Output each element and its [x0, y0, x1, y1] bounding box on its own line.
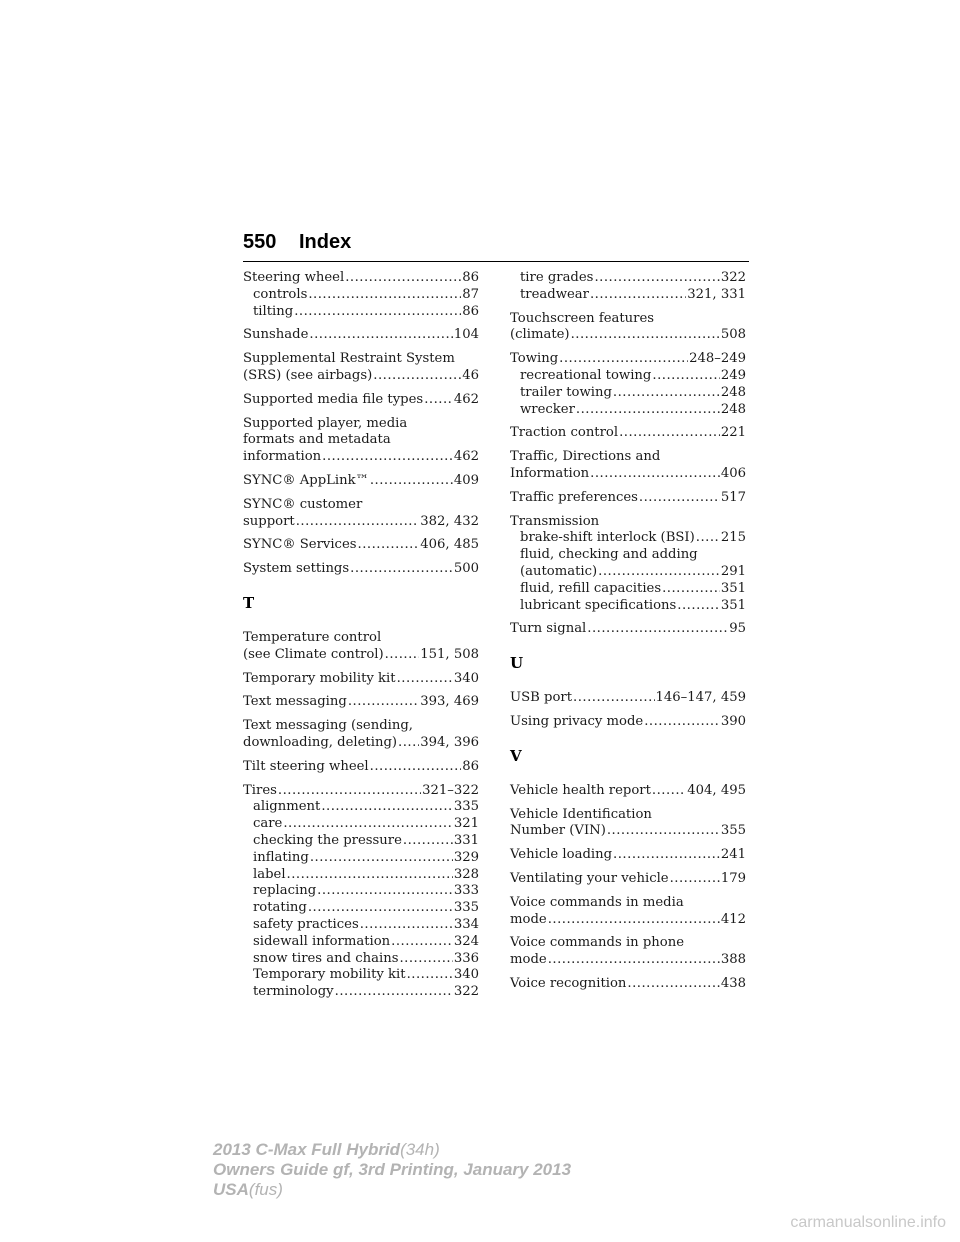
index-term: System settings — [243, 561, 350, 577]
index-entry — [243, 351, 479, 385]
page-reference: 324 — [453, 933, 479, 949]
index-term: (climate) — [510, 327, 570, 343]
index-entry-line — [510, 490, 746, 507]
index-term: Steering wheel — [243, 270, 345, 285]
index-subentry-line — [243, 304, 479, 321]
index-subentry-line — [243, 900, 479, 917]
index-entry — [510, 895, 746, 929]
index-entry-line — [243, 351, 479, 368]
index-entry — [243, 270, 479, 320]
page-reference: 406 — [720, 465, 746, 481]
index-term: Traffic preferences — [510, 489, 638, 505]
index-term: Touchscreen features — [510, 310, 655, 326]
index-entry-line — [510, 912, 746, 929]
watermark: carmanualsonline.info — [790, 1214, 946, 1231]
index-subentry-line — [243, 934, 479, 951]
page-reference: 394, 396 — [420, 734, 479, 750]
index-entry — [243, 537, 479, 554]
dot-leader — [662, 581, 720, 598]
dot-leader — [677, 598, 720, 615]
index-term: USB port — [510, 690, 573, 706]
index-subentry-line — [243, 833, 479, 850]
page-reference: 221 — [720, 425, 746, 441]
index-subentry-line — [243, 287, 479, 304]
page-reference: 335 — [453, 799, 479, 815]
index-entry — [243, 327, 479, 344]
dot-leader — [639, 490, 720, 507]
dot-leader — [373, 368, 461, 385]
page-reference: 321, 331 — [687, 286, 746, 302]
index-term: (see Climate control) — [243, 646, 384, 662]
index-subentry-line — [510, 530, 746, 547]
index-entry — [243, 718, 479, 752]
index-term: sidewall information — [253, 933, 391, 949]
index-term: wrecker — [520, 401, 575, 417]
page-reference: 151, 508 — [420, 646, 479, 662]
page-reference: 462 — [453, 391, 479, 407]
page-header — [243, 231, 749, 262]
index-entry — [510, 270, 746, 304]
page-reference: 393, 469 — [420, 694, 479, 710]
dot-leader — [358, 537, 420, 554]
index-term: downloading, deleting) — [243, 734, 398, 750]
index-term: tire grades — [520, 270, 594, 285]
index-entry — [510, 976, 746, 993]
page-reference: 248–249 — [689, 351, 746, 367]
page-reference: 86 — [462, 303, 479, 319]
index-entry-line — [510, 935, 746, 952]
page-reference: 331 — [453, 832, 479, 848]
page-reference: 249 — [720, 367, 746, 383]
index-term: recreational towing — [520, 367, 652, 383]
dot-leader — [598, 564, 720, 581]
index-entry — [243, 392, 479, 409]
dot-leader — [310, 850, 453, 867]
page-reference: 340 — [453, 967, 479, 983]
index-term: Supplemental Restraint System — [243, 351, 455, 367]
index-term: safety practices — [253, 916, 359, 932]
index-subentry-line — [510, 385, 746, 402]
dot-leader — [548, 952, 720, 969]
dot-leader — [627, 976, 719, 993]
index-term: Traction control — [510, 425, 619, 441]
dot-leader — [335, 984, 453, 1001]
index-term: Ventilating your vehicle — [510, 870, 669, 886]
index-subentry-line — [510, 287, 746, 304]
index-term: inflating — [253, 849, 309, 865]
index-entry — [510, 514, 746, 615]
index-term: Sunshade — [243, 327, 309, 343]
dot-leader — [587, 621, 728, 638]
index-entry — [243, 783, 479, 1001]
index-subentry-line — [510, 368, 746, 385]
page-reference: 336 — [453, 950, 479, 966]
dot-leader — [294, 304, 461, 321]
index-subentry-line — [243, 850, 479, 867]
index-entry-line — [510, 807, 746, 824]
index-entry-line — [243, 671, 479, 688]
index-entry-line — [510, 514, 746, 531]
index-entry — [510, 621, 746, 638]
index-term: rotating — [253, 900, 307, 916]
page-reference: 335 — [453, 900, 479, 916]
index-entry-line — [243, 270, 479, 287]
page-reference: 340 — [453, 670, 479, 686]
index-term: Text messaging (sending, — [243, 718, 413, 734]
page-reference: 382, 432 — [420, 513, 479, 529]
dot-leader — [670, 871, 720, 888]
page-reference: 409 — [453, 472, 479, 488]
index-term: Temperature control — [243, 629, 382, 645]
page-reference: 291 — [720, 563, 746, 579]
page-reference: 508 — [720, 327, 746, 343]
index-term: (SRS) (see airbags) — [243, 367, 373, 383]
dot-leader — [652, 368, 719, 385]
index-term: Information — [510, 465, 590, 481]
page-reference: 87 — [462, 286, 479, 302]
index-entry-line — [510, 327, 746, 344]
page-number: 550 — [243, 231, 277, 253]
page-reference: 86 — [462, 270, 479, 285]
index-entry — [243, 561, 479, 578]
page-reference: 517 — [720, 489, 746, 505]
index-subentry-line — [243, 984, 479, 1001]
dot-leader — [278, 783, 421, 800]
index-subentry-line — [510, 270, 746, 287]
index-term: Voice commands in media — [510, 894, 684, 910]
dot-leader — [590, 287, 686, 304]
dot-leader — [322, 449, 453, 466]
page-reference: 333 — [453, 883, 479, 899]
dot-leader — [403, 833, 453, 850]
index-entry-line — [510, 976, 746, 993]
index-entry — [510, 351, 746, 418]
document-footer — [213, 1140, 571, 1200]
section-title: Index — [299, 231, 352, 253]
dot-leader — [317, 883, 453, 900]
dot-leader — [308, 900, 453, 917]
index-entry-line — [510, 351, 746, 368]
index-entry-line — [243, 783, 479, 800]
index-entry-line — [510, 466, 746, 483]
index-term: terminology — [253, 984, 334, 1000]
index-entry-line — [510, 621, 746, 638]
dot-leader — [345, 270, 461, 287]
page-reference: 179 — [720, 870, 746, 886]
page-reference: 322 — [453, 984, 479, 1000]
index-term: Vehicle health report — [510, 782, 651, 798]
index-entry-line — [510, 714, 746, 731]
dot-leader — [576, 402, 720, 419]
dot-leader — [407, 967, 453, 984]
index-entry-line — [243, 392, 479, 409]
page-reference: 412 — [720, 911, 746, 927]
index-term: controls — [253, 286, 308, 302]
dot-leader — [370, 473, 453, 490]
index-term: Text messaging — [243, 694, 347, 710]
index-entry-line — [243, 368, 479, 385]
index-term: Vehicle Identification — [510, 806, 652, 822]
index-term: replacing — [253, 883, 317, 899]
page-reference: 215 — [720, 530, 746, 546]
index-entry — [243, 694, 479, 711]
index-term: Transmission — [510, 513, 600, 529]
index-entry — [243, 416, 479, 466]
index-term: Tires — [243, 782, 277, 798]
dot-leader — [559, 351, 688, 368]
index-term: SYNC® AppLink™ — [243, 472, 369, 488]
page-reference: 322 — [720, 270, 746, 285]
dot-leader — [652, 783, 686, 800]
dot-leader — [398, 735, 419, 752]
index-letter-heading: U — [510, 654, 524, 673]
index-subentry-line — [510, 564, 746, 581]
index-term: Supported player, media — [243, 415, 408, 431]
page-reference: 104 — [453, 327, 479, 343]
footer-line-2: Owners Guide gf, 3rd Printing, January 2013 — [213, 1160, 572, 1179]
index-entry — [510, 690, 746, 707]
index-term: trailer towing — [520, 384, 612, 400]
index-entry-line — [243, 735, 479, 752]
index-column-right — [510, 270, 746, 1000]
index-term: Temporary mobility kit — [243, 670, 396, 686]
dot-leader — [613, 385, 720, 402]
page-reference: 321 — [453, 816, 479, 832]
dot-leader — [385, 647, 420, 664]
page-reference: 95 — [729, 621, 746, 637]
index-term: SYNC® customer — [243, 496, 363, 512]
index-entry — [510, 425, 746, 442]
page-reference: 462 — [453, 449, 479, 465]
index-subentry-line — [243, 816, 479, 833]
page-reference: 406, 485 — [420, 537, 479, 553]
dot-leader — [696, 530, 720, 547]
index-term: SYNC® Services — [243, 537, 357, 553]
index-subentry-line — [510, 598, 746, 615]
index-entry-line — [510, 871, 746, 888]
index-entry-line — [243, 473, 479, 490]
index-entry-line — [510, 783, 746, 800]
index-term: fluid, refill capacities — [520, 580, 662, 596]
index-term: Vehicle loading — [510, 847, 613, 863]
page-reference: 248 — [720, 384, 746, 400]
index-term: alignment — [253, 799, 321, 815]
index-entry — [510, 935, 746, 969]
index-term: mode — [510, 911, 547, 927]
page-reference: 388 — [720, 952, 746, 968]
index-term: care — [253, 816, 283, 832]
index-term: tilting — [253, 303, 294, 319]
dot-leader — [424, 392, 453, 409]
index-entry-line — [510, 823, 746, 840]
index-entry-line — [510, 449, 746, 466]
index-term: Temporary mobility kit — [253, 967, 406, 983]
index-subentry-line — [510, 402, 746, 419]
dot-leader — [607, 823, 720, 840]
index-entry-line — [510, 895, 746, 912]
index-term: Number (VIN) — [510, 823, 606, 839]
dot-leader — [391, 934, 453, 951]
index-subentry-line — [243, 883, 479, 900]
page-reference: 321–322 — [422, 782, 479, 798]
index-entry — [243, 630, 479, 664]
footer-line-3: USA(fus) — [213, 1180, 283, 1199]
index-subentry-line — [510, 581, 746, 598]
page-reference: 86 — [462, 758, 479, 774]
dot-leader — [571, 327, 720, 344]
dot-leader — [309, 327, 452, 344]
index-entry — [243, 497, 479, 531]
dot-leader — [360, 917, 453, 934]
index-entry — [510, 783, 746, 800]
index-entry-line — [243, 630, 479, 647]
page-reference: 351 — [720, 597, 746, 613]
index-entry — [510, 490, 746, 507]
index-letter-heading: T — [243, 593, 255, 612]
index-term: label — [253, 866, 286, 882]
page-reference: 438 — [720, 975, 746, 991]
index-term: Traffic, Directions and — [510, 449, 661, 465]
index-entry-line — [243, 432, 479, 449]
index-entry-line — [510, 952, 746, 969]
dot-leader — [399, 951, 452, 968]
index-term: Using privacy mode — [510, 713, 644, 729]
index-entry-line — [243, 759, 479, 776]
index-term: Tilt steering wheel — [243, 758, 369, 774]
index-entry-line — [243, 647, 479, 664]
index-term: support — [243, 513, 295, 529]
footer-line-1: 2013 C-Max Full Hybrid(34h) — [213, 1140, 440, 1159]
index-term: Turn signal — [510, 621, 587, 637]
index-term: treadwear — [520, 286, 589, 302]
index-entry — [510, 847, 746, 864]
index-entry — [243, 759, 479, 776]
page-reference: 329 — [453, 849, 479, 865]
index-entry-line — [243, 497, 479, 514]
page-reference: 328 — [453, 866, 479, 882]
dot-leader — [308, 287, 461, 304]
page-reference: 351 — [720, 580, 746, 596]
index-subentry-line — [243, 799, 479, 816]
index-term: Voice recognition — [510, 975, 627, 991]
dot-leader — [573, 690, 654, 707]
index-entry — [243, 671, 479, 688]
index-term: fluid, checking and adding — [520, 547, 698, 563]
dot-leader — [548, 912, 720, 929]
index-term: snow tires and chains — [253, 950, 399, 966]
index-entry-line — [243, 416, 479, 433]
index-entry — [510, 714, 746, 731]
page-reference: 404, 495 — [687, 782, 746, 798]
index-entry-line — [243, 561, 479, 578]
index-term: Supported media file types — [243, 391, 424, 407]
index-subentry-line — [510, 547, 746, 564]
index-entry-line — [243, 514, 479, 531]
index-entry-line — [243, 449, 479, 466]
index-term: information — [243, 449, 322, 465]
page-reference: 241 — [720, 847, 746, 863]
dot-leader — [619, 425, 720, 442]
index-entry-line — [510, 311, 746, 328]
index-term: (automatic) — [520, 563, 598, 579]
index-entry — [510, 871, 746, 888]
page-reference: 248 — [720, 401, 746, 417]
index-letter-heading: V — [510, 746, 522, 765]
page-reference: 355 — [720, 823, 746, 839]
index-entry — [510, 449, 746, 483]
dot-leader — [321, 799, 452, 816]
index-subentry-line — [243, 967, 479, 984]
dot-leader — [590, 466, 720, 483]
index-entry-line — [243, 537, 479, 554]
dot-leader — [350, 561, 453, 578]
dot-leader — [644, 714, 720, 731]
page-reference: 146–147, 459 — [655, 690, 746, 706]
dot-leader — [370, 759, 462, 776]
index-entry-line — [243, 694, 479, 711]
index-term: Voice commands in phone — [510, 935, 685, 951]
index-subentry-line — [243, 951, 479, 968]
index-entry-line — [243, 327, 479, 344]
index-entry-line — [510, 847, 746, 864]
page-reference: 500 — [453, 561, 479, 577]
index-term: formats and metadata — [243, 432, 391, 448]
dot-leader — [397, 671, 453, 688]
index-column-left — [243, 270, 479, 1008]
index-entry — [510, 807, 746, 841]
dot-leader — [283, 816, 452, 833]
index-term: Towing — [510, 351, 559, 367]
index-term: brake-shift interlock (BSI) — [520, 530, 695, 546]
index-term: checking the pressure — [253, 832, 402, 848]
index-entry-line — [243, 718, 479, 735]
index-subentry-line — [243, 917, 479, 934]
index-entry — [243, 473, 479, 490]
dot-leader — [296, 514, 420, 531]
index-entry — [510, 311, 746, 345]
index-entry-line — [510, 690, 746, 707]
index-term: lubricant specifications — [520, 597, 677, 613]
page-reference: 390 — [720, 713, 746, 729]
dot-leader — [613, 847, 720, 864]
index-subentry-line — [243, 867, 479, 884]
index-term: mode — [510, 952, 547, 968]
page-reference: 334 — [453, 916, 479, 932]
dot-leader — [287, 867, 453, 884]
dot-leader — [348, 694, 419, 711]
page-reference: 46 — [462, 367, 479, 383]
dot-leader — [594, 270, 719, 287]
index-entry-line — [510, 425, 746, 442]
